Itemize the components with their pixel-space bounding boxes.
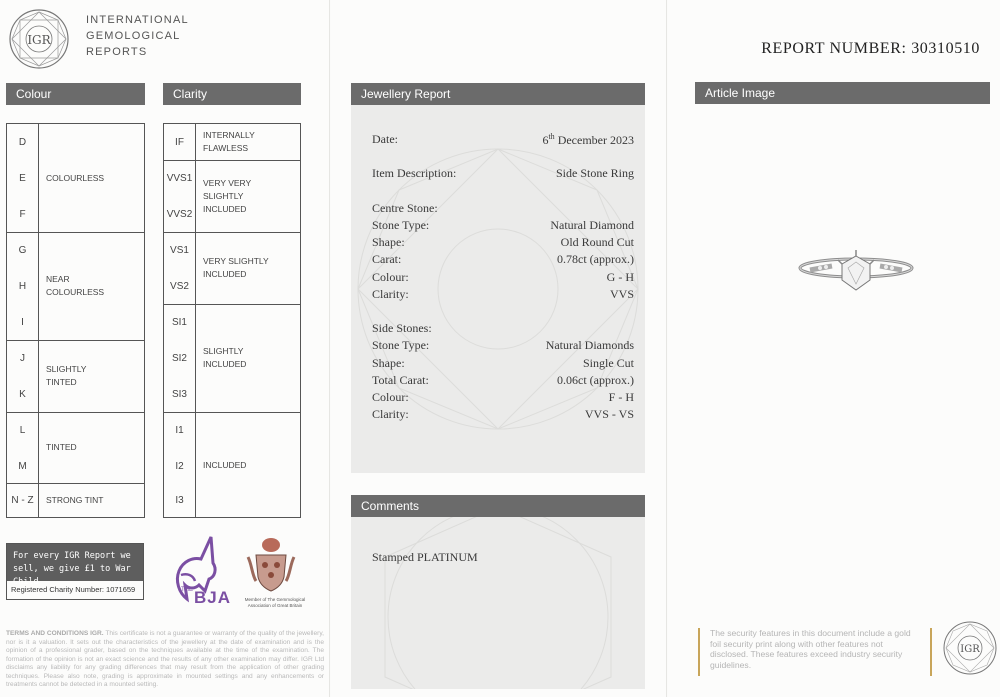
colour-grade: H [18, 280, 27, 292]
charity-message: For every IGR Report we sell, we give £1 to War Child [7, 544, 143, 581]
clarity-group-label: VERY SLIGHTLY INCLUDED [203, 256, 269, 279]
colour-scale-table [6, 123, 145, 518]
clarity-grade: SI2 [171, 352, 187, 364]
right-panel [668, 0, 1000, 697]
terms-and-conditions [6, 630, 324, 690]
organisation-name [86, 12, 189, 60]
clarity-group-label: INCLUDED [203, 460, 247, 470]
colour-grade: I [21, 316, 24, 328]
bja-the: THE [181, 587, 193, 593]
comments-heading: Comments [351, 495, 645, 517]
date-label: Date: [372, 132, 398, 146]
colour-grade: E [19, 172, 26, 184]
colour-group-label: NEAR COLOURLESS [46, 274, 105, 297]
colour-grade: N - Z [11, 495, 34, 506]
left-panel [0, 0, 330, 697]
charity-box [6, 543, 144, 600]
gem-association-caption: Member of The Gemmological Association of Great Britain [244, 597, 306, 608]
colour-group-label: COLOURLESS [46, 172, 105, 183]
centre-stone-heading: Centre Stone: [372, 201, 438, 215]
clarity-grade: I2 [175, 460, 184, 472]
side-stones-heading: Side Stones: [372, 321, 432, 335]
coat-of-arms-icon [246, 535, 296, 595]
terms-body: This certificate is not a guarantee or warranty of the quality of the jewellery, nor is it a valuation. It sets out the characteristics of the jewellery at the date of examination and is the opinion of a professional grader, based on the techniques available at the time of the examination. The formation of the opinion is not an exact science and the results of any other examination may differ. IGR Ltd disclaims any liability for any grading differences that may result from the application of other grading techniques. Please also note, grading is approximate in mounted settings and any enhancements or treatments cannot be detected in a mounted setting. [6, 630, 325, 688]
colour-group-label: SLIGHTLY TINTED [46, 364, 87, 387]
watermark-pattern-icon [351, 517, 645, 689]
clarity-grade: VVS1 [166, 172, 193, 184]
seal-logo-text: IGR [960, 644, 980, 655]
comments-text: Stamped PLATINUM [372, 550, 478, 564]
clarity-group-label: SLIGHTLY INCLUDED [203, 346, 247, 369]
clarity-grade: SI1 [171, 316, 187, 328]
logo-text: IGR [27, 33, 51, 47]
report-number: REPORT NUMBER: 30310510 [761, 40, 980, 57]
clarity-group-label: INTERNALLY FLAWLESS [203, 130, 255, 153]
ring-photo-icon [796, 246, 916, 302]
clarity-grade: IF [175, 136, 184, 148]
comments-background [351, 517, 645, 689]
igr-logo-icon [8, 8, 70, 70]
org-line-3: REPORTS [86, 46, 148, 58]
terms-heading: TERMS AND CONDITIONS IGR. [6, 630, 104, 637]
org-line-1: INTERNATIONAL [86, 14, 189, 26]
item-description-value: Side Stone Ring [555, 166, 634, 180]
clarity-grade: SI3 [171, 388, 187, 400]
colour-grade: D [18, 136, 27, 148]
bja-logo-text: BJA [194, 588, 232, 607]
item-description-label: Item Description: [372, 166, 457, 180]
gold-divider [930, 628, 932, 676]
clarity-grade: VS1 [170, 244, 189, 256]
colour-group-label: STRONG TINT [46, 495, 104, 505]
date-value: 6th December 2023 [542, 132, 634, 147]
igr-seal-icon [942, 620, 998, 676]
article-image-heading: Article Image [695, 82, 990, 104]
colour-grade: J [20, 352, 25, 364]
colour-heading: Colour [6, 83, 145, 105]
clarity-heading: Clarity [163, 83, 301, 105]
clarity-grade: I1 [175, 424, 184, 436]
clarity-scale-table [163, 123, 301, 518]
colour-grade: K [19, 388, 26, 400]
colour-grade: L [19, 424, 26, 436]
colour-grade: G [18, 244, 27, 256]
colour-group-label: TINTED [46, 442, 77, 452]
org-line-2: GEMOLOGICAL [86, 30, 181, 42]
clarity-group-label: VERY VERY SLIGHTLY INCLUDED [203, 177, 252, 214]
jewellery-report-heading: Jewellery Report [351, 83, 645, 105]
clarity-grade: I3 [175, 495, 184, 506]
clarity-grade: VVS2 [166, 208, 193, 220]
colour-grade: F [19, 208, 26, 220]
charity-registration: Registered Charity Number: 1071659 [11, 585, 136, 594]
security-note: The security features in this document include a gold foil security print along with other features not disclosed. These features exceed industry security guidelines. [698, 628, 916, 676]
clarity-grade: VS2 [170, 280, 189, 292]
colour-grade: M [18, 460, 27, 472]
